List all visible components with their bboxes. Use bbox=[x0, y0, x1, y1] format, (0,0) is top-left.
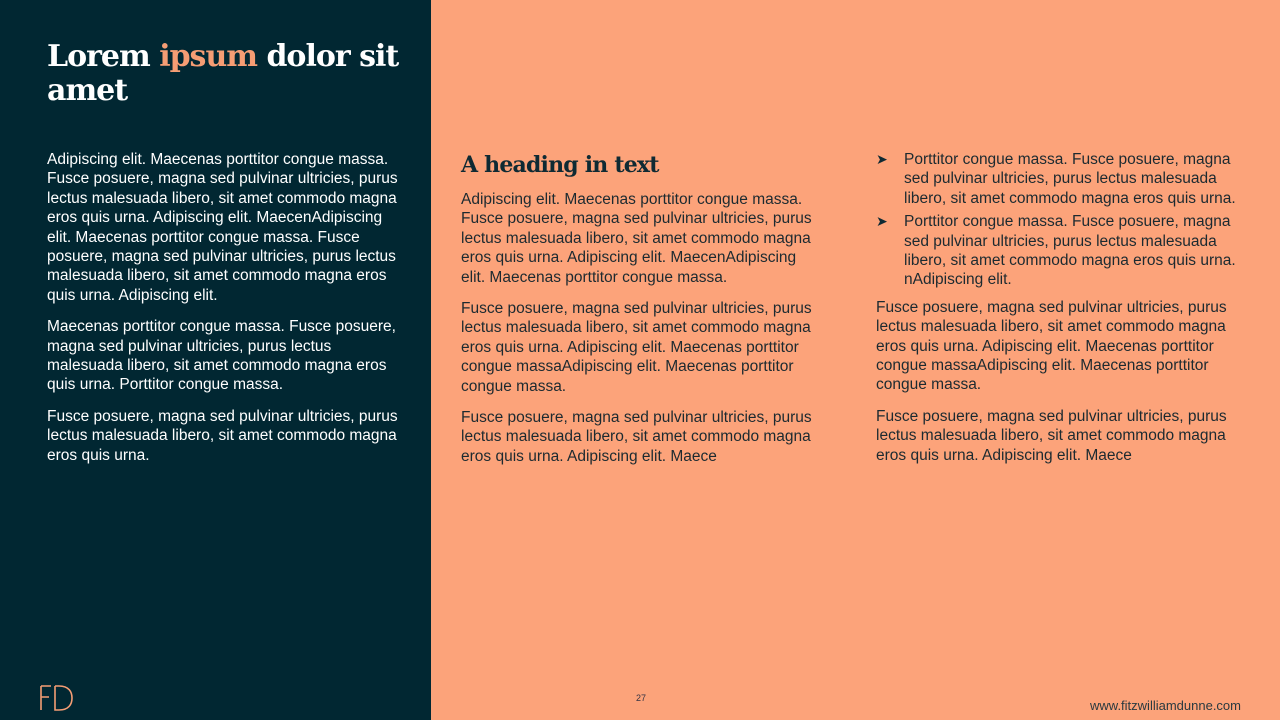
right-paragraph: Fusce posuere, magna sed pulvinar ultricies, purus lectus malesuada libero, sit amet commodo magna eros quis urna. Adipiscing elit. Maecenas porttitor congue massaAdipiscing elit. Maecenas porttitor congue massa. bbox=[876, 298, 1227, 394]
left-paragraph: Adipiscing elit. Maecenas porttitor congue massa. Fusce posuere, magna sed pulvinar ultricies, purus lectus malesuada libero, sit amet commodo magna eros quis urna. Adipiscing elit. MaecenAdipiscing elit. Maecenas porttitor congue massa. Fusce posuere, magna sed pulvinar ultricies, purus lectus malesuada libero, sit amet commodo magna eros quis urna. Adipiscing elit. bbox=[47, 151, 398, 304]
bullet-list bbox=[876, 150, 1238, 290]
bullet-text: Porttitor congue massa. Fusce posuere, magna sed pulvinar ultricies, purus lectus malesuada libero, sit amet commodo magna eros quis urna. nAdipiscing elit. bbox=[904, 213, 1236, 289]
right-paragraph: Fusce posuere, magna sed pulvinar ultricies, purus lectus malesuada libero, sit amet commodo magna eros quis urna. Adipiscing elit. Maece bbox=[876, 407, 1227, 464]
title-part2: dolor sit amet bbox=[47, 39, 399, 108]
website-url[interactable]: www.fitzwilliamdunne.com bbox=[1090, 698, 1241, 713]
middle-paragraph: Fusce posuere, magna sed pulvinar ultricies, purus lectus malesuada libero, sit amet commodo magna eros quis urna. Adipiscing elit. Maece bbox=[461, 409, 812, 465]
left-panel bbox=[0, 0, 431, 720]
middle-paragraph: Adipiscing elit. Maecenas porttitor congue massa. Fusce posuere, magna sed pulvinar ultricies, purus lectus malesuada libero, sit amet commodo magna eros quis urna. Adipiscing elit. MaecenAdipiscing elit. Maecenas porttitor congue massa. bbox=[461, 191, 812, 286]
left-paragraph: Fusce posuere, magna sed pulvinar ultricies, purus lectus malesuada libero, sit amet commodo magna eros quis urna. bbox=[47, 407, 398, 464]
fd-logo-icon bbox=[38, 684, 74, 712]
left-paragraph: Maecenas porttitor congue massa. Fusce posuere, magna sed pulvinar ultricies, purus lectus malesuada libero, sit amet commodo magna eros quis urna. Porttitor congue massa. bbox=[47, 318, 396, 394]
title-part1: Lorem bbox=[47, 39, 160, 74]
left-column bbox=[47, 150, 407, 477]
right-column bbox=[876, 150, 1238, 477]
slide-title bbox=[47, 40, 407, 108]
bullet-item bbox=[876, 212, 1238, 290]
middle-paragraph: Fusce posuere, magna sed pulvinar ultricies, purus lectus malesuada libero, sit amet commodo magna eros quis urna. Adipiscing elit. Maecenas porttitor congue massaAdipiscing elit. Maecenas porttitor congue massa. bbox=[461, 300, 812, 395]
title-accent-word: ipsum bbox=[159, 39, 258, 74]
right-panel bbox=[431, 0, 1280, 720]
bullet-text: Porttitor congue massa. Fusce posuere, magna sed pulvinar ultricies, purus lectus malesuada libero, sit amet commodo magna eros quis urna. bbox=[904, 151, 1236, 207]
bullet-item bbox=[876, 150, 1238, 208]
section-heading: A heading in text bbox=[461, 152, 659, 178]
chevron-right-icon: ➤ bbox=[876, 213, 888, 230]
page-number: 27 bbox=[635, 693, 646, 703]
middle-column bbox=[461, 150, 823, 478]
chevron-right-icon: ➤ bbox=[876, 151, 888, 167]
